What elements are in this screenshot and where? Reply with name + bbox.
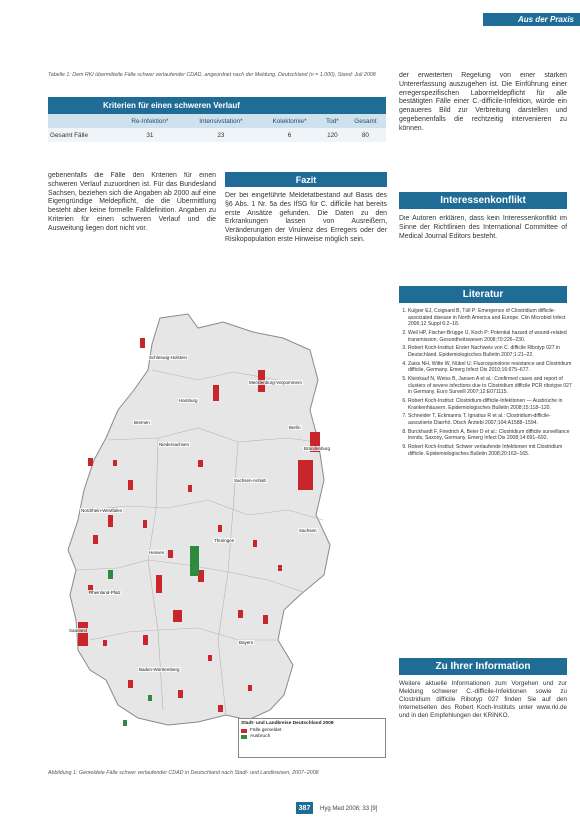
state-label: Bremen — [134, 420, 150, 425]
case-marker — [248, 685, 252, 691]
state-label: Bayern — [239, 640, 254, 645]
case-marker — [173, 610, 182, 622]
literature-list — [398, 308, 573, 648]
table-header-cell: Re-Infektion* — [117, 114, 183, 128]
case-marker — [108, 515, 113, 527]
legend-title: Stadt- und Landkreise Deutschland 2008 — [241, 721, 334, 726]
case-marker — [88, 458, 93, 466]
outbreak-marker — [148, 695, 152, 701]
literature-item: 4. Zaiss NH, Witte W, Nübel U: Fluoroquinolone resistance and Clostridium difficile, Germany. Emerg Infect Dis 2010;16:675–677. — [408, 361, 573, 374]
case-marker — [253, 540, 257, 547]
table-header-cell: Tod* — [320, 114, 345, 128]
table-title: Kriterien für einen schweren Verlauf — [48, 97, 386, 114]
fazit-heading: Fazit — [225, 172, 387, 187]
literature-item: 1. Kuijper EJ, Coignard B, Tüll P: Emergence of Clostridium difficile-associated disease in North America and Europe. Clin Microbiol Infect 2006;12 Suppl 6:2–18. — [408, 308, 573, 328]
case-marker — [218, 525, 222, 532]
case-marker — [278, 565, 282, 571]
case-marker — [156, 575, 162, 593]
case-marker — [238, 610, 243, 618]
literature-item: 9. Robert Koch-Institut: Schwer verlaufende Infektionen mit Clostridium difficile. Epidemiologisches Bulletin 2008;20:163–165. — [408, 444, 573, 457]
state-label: Mecklenburg-Vorpommern — [249, 380, 303, 385]
legend-label: Ausbruch — [250, 734, 271, 739]
map-legend — [238, 718, 386, 758]
body-text-col1: gebenenfalls die Fälle den Kriterien für einen schweren Verlauf zuzuordnen ist. Für das Bundesland Sachsen, beziehen sich die Angaben ab 2000 auf eine Eigengründige Meldepflicht, die die Übermittlung besteht aber keine formelle Falldefinition. Angaben zu Kriterien für einen schweren Verlauf und die Ausweitung liegen dort nicht vor. — [48, 172, 216, 232]
table-header-cell: Kolektomie* — [259, 114, 320, 128]
table-header-cell: Intensivstation* — [183, 114, 259, 128]
table-cell: 23 — [183, 128, 259, 142]
literature-item: 7. Schneider T, Eckmanns T, Ignatius R et al.: Clostridium-difficile-assoziierte Diarrhö. Dtsch Ärztebl 2007;104:A1588–1594. — [408, 413, 573, 426]
info-heading: Zu Ihrer Information — [399, 658, 567, 675]
legend-swatch — [241, 729, 247, 733]
interessenkonflikt-heading: Interessenkonflikt — [399, 192, 567, 209]
body-text-col3: der erweiterten Regelung von einer starken Untererfassung auszugehen ist. Die Einführung einer erregerspezifischen Labormeldepflicht für alle bestätigten Fälle einer C.-difficile-Infektion, würde ein genaueres Bild zur Verbreitung darstellen und gegebenenfalls die rechtzeitig intervenieren zu können. — [399, 72, 567, 132]
page-number: 387 — [296, 802, 313, 814]
case-marker — [113, 460, 117, 466]
table-header-row — [48, 114, 386, 128]
state-label: Hamburg — [179, 398, 198, 403]
case-marker — [263, 615, 268, 624]
state-label: Sachsen — [299, 528, 317, 533]
state-label: Berlin — [289, 425, 301, 430]
case-marker — [128, 480, 133, 490]
state-label: Hessen — [149, 550, 165, 555]
case-marker — [143, 520, 147, 528]
literature-item: 8. Burckhardt F, Friedrich A, Beier D et al.: Clostridium difficile surveillance trends, Saxony, Germany. Emerg Infect Dis 2008;14:691–692. — [408, 429, 573, 442]
state-label: Sachsen-Anhalt — [234, 478, 266, 483]
interessenkonflikt-text: Die Autoren erklären, dass kein Interessenkonflikt im Sinne der Richtlinien des International Committee of Medical Journal Editors besteht. — [399, 215, 567, 240]
case-marker — [298, 460, 313, 490]
legend-swatch — [241, 735, 247, 739]
criteria-table — [48, 97, 386, 142]
table-row — [48, 128, 386, 142]
case-marker — [218, 705, 223, 712]
case-marker — [143, 635, 148, 645]
case-marker — [128, 680, 133, 688]
table-caption: Tabelle 1: Dem RKI übermittelte Fälle schwer verlaufender CDAD, angeordnet nach der Meldung. Deutschland (n = 1.000), Stand: Juli 2008 — [48, 72, 376, 78]
case-marker — [78, 622, 88, 646]
table-header-cell — [48, 114, 117, 128]
state-label: Saarland — [69, 628, 88, 633]
germany-map — [48, 310, 388, 765]
legend-item — [241, 728, 383, 733]
map-caption: Abbildung 1: Gemeldete Fälle schwer verlaufender CDAD in Deutschland nach Stadt- und Landkreisen, 2007–2008 — [48, 770, 319, 776]
table-cell: 6 — [259, 128, 320, 142]
table-cell: 120 — [320, 128, 345, 142]
outbreak-marker — [108, 570, 113, 579]
info-text: Weitere aktuelle Informationen zum Vorgehen und zur Meldung schwerer C.-difficile-Infektionen sowie zu Clostridium difficile Ribotyp 027 finden Sie auf den Internetseiten des Robert Koch-Instituts unter www.rki.de und in den Empfehlungen der KRINKO. — [399, 680, 567, 719]
literature-item: 3. Robert Koch-Institut: Erster Nachweis von C. difficile Ribotyp 027 in Deutschland. Epidemiologisches Bulletin 2007;1:21–22. — [408, 345, 573, 358]
journal-ref: Hyg Med 2008; 33 [9] — [320, 806, 378, 812]
state-label: Niedersachsen — [159, 442, 190, 447]
table-header-cell: Gesamt — [345, 114, 386, 128]
legend-label: Fälle gemeldet — [250, 728, 282, 733]
case-marker — [213, 385, 219, 401]
outbreak-marker — [190, 546, 199, 576]
table-cell: 31 — [117, 128, 183, 142]
case-marker — [178, 690, 183, 698]
state-label: Rheinland-Pfalz — [89, 590, 121, 595]
case-marker — [208, 655, 212, 661]
state-label: Brandenburg — [304, 446, 331, 451]
case-marker — [93, 535, 98, 544]
literature-item: 2. Weil HP, Fischer-Brügge U, Koch P: Potential hazard of wound-related transmission. Gesundheitswesen 2008;70:226–230. — [408, 330, 573, 343]
table-row-label: Gesamt Fälle — [48, 128, 117, 142]
state-label: Baden-Württemberg — [139, 667, 180, 672]
literature-item: 6. Robert Koch-Institut: Clostridium-difficile-Infektionen — Ausbrüche in Krankenhäusern. Epidemiologisches Bulletin 2008;15:118–120. — [408, 398, 573, 411]
state-label: Schleswig-Holstein — [149, 355, 188, 360]
outbreak-marker — [123, 720, 127, 726]
legend-item — [241, 734, 383, 739]
case-marker — [188, 485, 192, 492]
table-cell: 80 — [345, 128, 386, 142]
section-tab: Aus der Praxis — [483, 13, 580, 26]
literatur-heading: Literatur — [399, 286, 567, 303]
state-label: Thüringen — [214, 538, 235, 543]
case-marker — [103, 640, 107, 646]
case-marker — [140, 338, 145, 348]
literature-item: 5. Kleinkauf N, Weiss B, Jansen A et al.: Confirmed cases and report of clusters of severe infections due to Clostridium difficile PCR ribotype 027 in Germany. Euro Surveill 2007;12:E071115. — [408, 376, 573, 396]
fazit-text: Der bei eingeführte Meldetatbestand auf Basis des §6 Abs. 1 Nr. 5a des IfSG für C. difficile hat bereits erste Ansätze gefunden. Die Daten zu den Erkrankungen lassen von Ausreißern, Veränderungen der Virulenz des Erregers oder der Risikopopulation erste Hinweise möglich sein. — [225, 192, 387, 243]
case-marker — [198, 460, 203, 467]
case-marker — [168, 550, 173, 558]
state-label: Nordrhein-Westfalen — [81, 508, 123, 513]
